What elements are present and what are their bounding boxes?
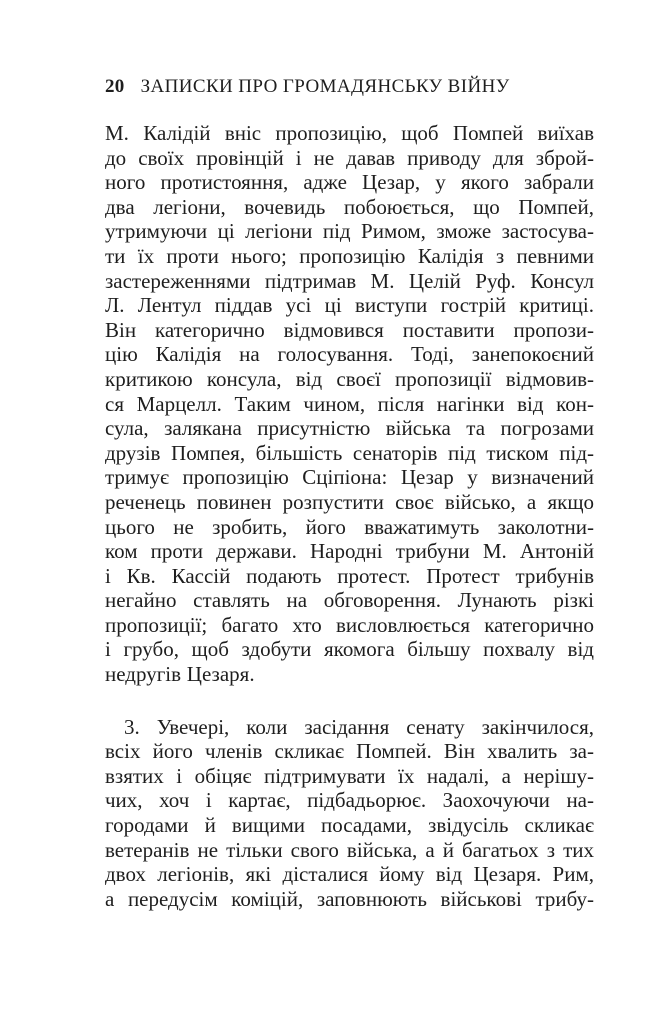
text-line: ся Марцелл. Таким чином, після нагінки від кон- <box>105 391 594 416</box>
text-line: городами й вищими посадами, звідусіль скликає <box>105 813 594 838</box>
text-line: М. Калідій вніс пропозицію, щоб Помпей виїхав <box>105 121 594 145</box>
text-line: пропозиції; багато хто висловлюється категорично <box>105 612 594 637</box>
text-line: ного протистояння, адже Цезар, у якого забрали <box>105 170 594 195</box>
text-line: друзів Помпея, більшість сенаторів під тиском під- <box>105 440 594 465</box>
body-text <box>105 121 594 911</box>
text-line: утримуючи ці легіони під Римом, зможе застосува- <box>105 219 594 244</box>
text-line: взятих і обіцяє підтримувати їх надалі, а нерішу- <box>105 763 594 788</box>
text-line: два легіони, вочевидь побоюється, що Помпей, <box>105 194 594 219</box>
text-line: сула, залякана присутністю війська та погрозами <box>105 416 594 441</box>
text-line: Він категорично відмовився поставити пропози- <box>105 317 594 342</box>
paragraph <box>105 121 594 687</box>
text-line: ти їх проти нього; пропозицію Калідія з певними <box>105 243 594 268</box>
text-line: а передусім коміцій, заповнюють військові трибу- <box>105 886 594 911</box>
text-line: недругів Цезаря. <box>105 662 255 687</box>
text-line: всіх його членів скликає Помпей. Він хвалить за- <box>105 739 594 764</box>
text-line: Л. Лентул піддав усі ці виступи гострій критиці. <box>105 293 594 318</box>
running-title: ЗАПИСКИ ПРО ГРОМАДЯНСЬКУ ВІЙНУ <box>140 76 510 97</box>
text-line: критикою консула, від своєї пропозиції відмовив- <box>105 366 594 391</box>
text-line: ком проти держави. Народні трибуни М. Антоній <box>105 539 594 564</box>
paragraph <box>105 715 594 912</box>
text-line: цього не зробить, його вважатимуть заколотни- <box>105 514 594 539</box>
text-line: чих, хоч і картає, підбадьорює. Заохочуючи на- <box>105 788 594 813</box>
text-line: і Кв. Кассій подають протест. Протест трибунів <box>105 563 594 588</box>
text-line: ветеранів не тільки свого війська, а й багатьох з тих <box>105 837 594 862</box>
text-line: негайно ставлять на обговорення. Лунають різкі <box>105 588 594 613</box>
text-line: реченець повинен розпустити своє військо, а якщо <box>105 489 594 514</box>
page-number: 20 <box>105 76 125 97</box>
text-line: двох легіонів, які дісталися йому від Цезаря. Рим, <box>105 862 594 887</box>
text-line: цію Калідія на голосування. Тоді, занепокоєний <box>105 342 594 367</box>
text-line: 3. Увечері, коли засідання сенату закінчилося, <box>124 714 594 739</box>
text-line: і грубо, щоб здобути якомога більшу похвалу від <box>105 637 594 662</box>
text-line: до своїх провінцій і не давав приводу для зброй- <box>105 145 594 170</box>
text-line: тримує пропозицію Сціпіона: Цезар у визначений <box>105 465 594 490</box>
running-header <box>105 76 595 98</box>
text-line: застереженнями підтримав М. Целій Руф. Консул <box>105 268 594 293</box>
